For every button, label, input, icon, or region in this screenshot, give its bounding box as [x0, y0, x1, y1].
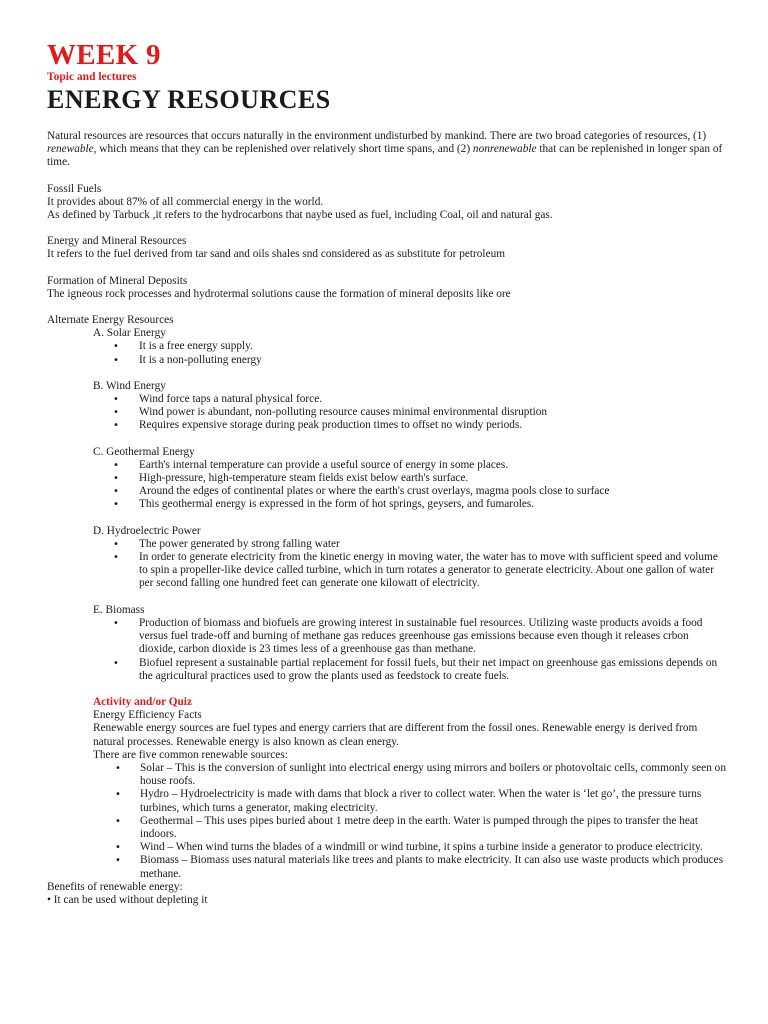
- list-item: • It is a non-polluting energy: [93, 354, 728, 367]
- hydroelectric-power-list: [93, 538, 728, 591]
- geothermal-energy-subsection: [93, 446, 728, 512]
- activity-heading: Activity and/or Quiz: [93, 695, 192, 708]
- alternate-energy-heading: Alternate Energy Resources: [47, 314, 174, 327]
- intro-text-1: Natural resources are resources that occurs naturally in the environment undisturbed by mankind. There are two broad categories of resources, (1): [47, 130, 707, 142]
- list-item: • High-pressure, high-temperature steam fields exist below earth's surface.: [93, 472, 728, 485]
- list-item: • Around the edges of continental plates or where the earth's crust overlays, magma pools close to surface: [93, 485, 728, 498]
- wind-energy-subsection: [93, 380, 728, 433]
- fossil-fuels-line: As defined by Tarbuck ,it refers to the hydrocarbons that naybe used as fuel, including Coal, oil and natural gas.: [47, 209, 553, 222]
- intro-text-3: that can be replenished in longer span of time.: [47, 143, 723, 169]
- intro-term-renewable: renewable,: [47, 143, 97, 156]
- solar-energy-heading: A. Solar Energy: [93, 327, 166, 340]
- mineral-deposits-line: The igneous rock processes and hydrotermal solutions cause the formation of mineral deposits like ore: [47, 287, 511, 300]
- list-item: • Solar – This is the conversion of sunlight into electrical energy using mirrors and boilers or photovoltaic cells, commonly seen on house roofs.: [47, 762, 728, 788]
- hydroelectric-power-heading: D. Hydroelectric Power: [93, 524, 201, 537]
- topic-label: Topic and lectures: [47, 71, 137, 83]
- list-item: • Production of biomass and biofuels are growing interest in sustainable fuel resources. Utilizing waste products avoids a food versus fuel trade-off and burning of methane gas reduces greenhouse gas emissions because even though it releases crbon dioxide, carbon dioxide is 23 times less of a greenhouse gas than methane.: [93, 617, 728, 657]
- mineral-resources-line: It refers to the fuel derived from tar sand and oils shales snd considered as as substitute for petroleum: [47, 248, 506, 261]
- mineral-resources-heading: Energy and Mineral Resources: [47, 235, 187, 248]
- wind-energy-heading: B. Wind Energy: [93, 379, 166, 392]
- list-item: • Hydro – Hydroelectricity is made with dams that block a river to collect water. When the water is ‘let go’, the pressure turns turbines, which turns a generator, making electricity.: [47, 788, 728, 814]
- mineral-deposits-section: [47, 275, 728, 301]
- fossil-fuels-line: It provides about 87% of all commercial energy in the world.: [47, 195, 324, 208]
- page-title: ENERGY RESOURCES: [47, 85, 331, 114]
- mineral-resources-section: [47, 235, 728, 261]
- list-item: • It is a free energy supply.: [93, 340, 728, 353]
- fossil-fuels-section: [47, 183, 728, 223]
- wind-energy-list: [93, 393, 728, 433]
- alternate-energy-subsections: [47, 327, 728, 683]
- geothermal-energy-list: [93, 459, 728, 512]
- list-item: • Requires expensive storage during peak production times to offset no windy periods.: [93, 419, 728, 432]
- list-item: • Geothermal – This uses pipes buried about 1 metre deep in the earth. Water is pumped through the pipes to transfer the heat indoors.: [47, 815, 728, 841]
- list-item: • The power generated by strong falling water: [93, 538, 728, 551]
- list-item: • Biomass – Biomass uses natural materials like trees and plants to make electricity. It can also use waste products which produces methane.: [47, 854, 728, 880]
- list-item: • Wind – When wind turns the blades of a windmill or wind turbine, it spins a turbine inside a generator to produce electricity.: [47, 841, 728, 854]
- list-item: • Biofuel represent a sustainable partial replacement for fossil fuels, but their net impact on greenhouse gas emissions depends on the agricultural practices used to grow the plants used as feedstock to create fuels.: [93, 657, 728, 683]
- activity-subheading: Energy Efficiency Facts: [93, 709, 202, 722]
- list-item: • Wind force taps a natural physical force.: [93, 393, 728, 406]
- intro-paragraph: [47, 130, 728, 170]
- renewable-sources-list: [47, 762, 728, 881]
- list-item: • In order to generate electricity from the kinetic energy in moving water, the water has to move with sufficient speed and volume to spin a propeller-like device called turbine, which in turn rotates a generator to generate electricity. About one gallon of water per second falling one hundred feet can generate one kilowatt of electricity.: [93, 551, 728, 591]
- solar-energy-list: [93, 340, 728, 366]
- activity-lead: There are five common renewable sources:: [93, 748, 288, 761]
- mineral-deposits-heading: Formation of Mineral Deposits: [47, 274, 188, 287]
- fossil-fuels-heading: Fossil Fuels: [47, 182, 102, 195]
- hydroelectric-power-subsection: [93, 525, 728, 591]
- geothermal-energy-heading: C. Geothermal Energy: [93, 445, 195, 458]
- activity-paragraph: Renewable energy sources are fuel types and energy carriers that are different from the fossil ones. Renewable energy is derived from natural processes. Renewable energy is also known as clean energy.: [93, 722, 698, 748]
- benefits-heading: Benefits of renewable energy:: [47, 880, 183, 893]
- biomass-subsection: [93, 604, 728, 683]
- list-item: • Wind power is abundant, non-polluting resource causes minimal environmental disruption: [93, 406, 728, 419]
- biomass-heading: E. Biomass: [93, 603, 145, 616]
- biomass-list: [93, 617, 728, 683]
- benefit-item: • It can be used without depleting it: [47, 893, 208, 906]
- intro-term-nonrenewable: nonrenewable: [472, 143, 537, 156]
- activity-section: [47, 696, 728, 907]
- list-item: • Earth's internal temperature can provide a useful source of energy in some places.: [93, 459, 728, 472]
- solar-energy-subsection: [93, 327, 728, 367]
- intro-text-2: which means that they can be replenished over relatively short time spans, and (2): [96, 143, 473, 156]
- list-item: • This geothermal energy is expressed in the form of hot springs, geysers, and fumaroles.: [93, 498, 728, 511]
- alternate-energy-section: [47, 314, 728, 683]
- week-heading: WEEK 9: [47, 39, 161, 71]
